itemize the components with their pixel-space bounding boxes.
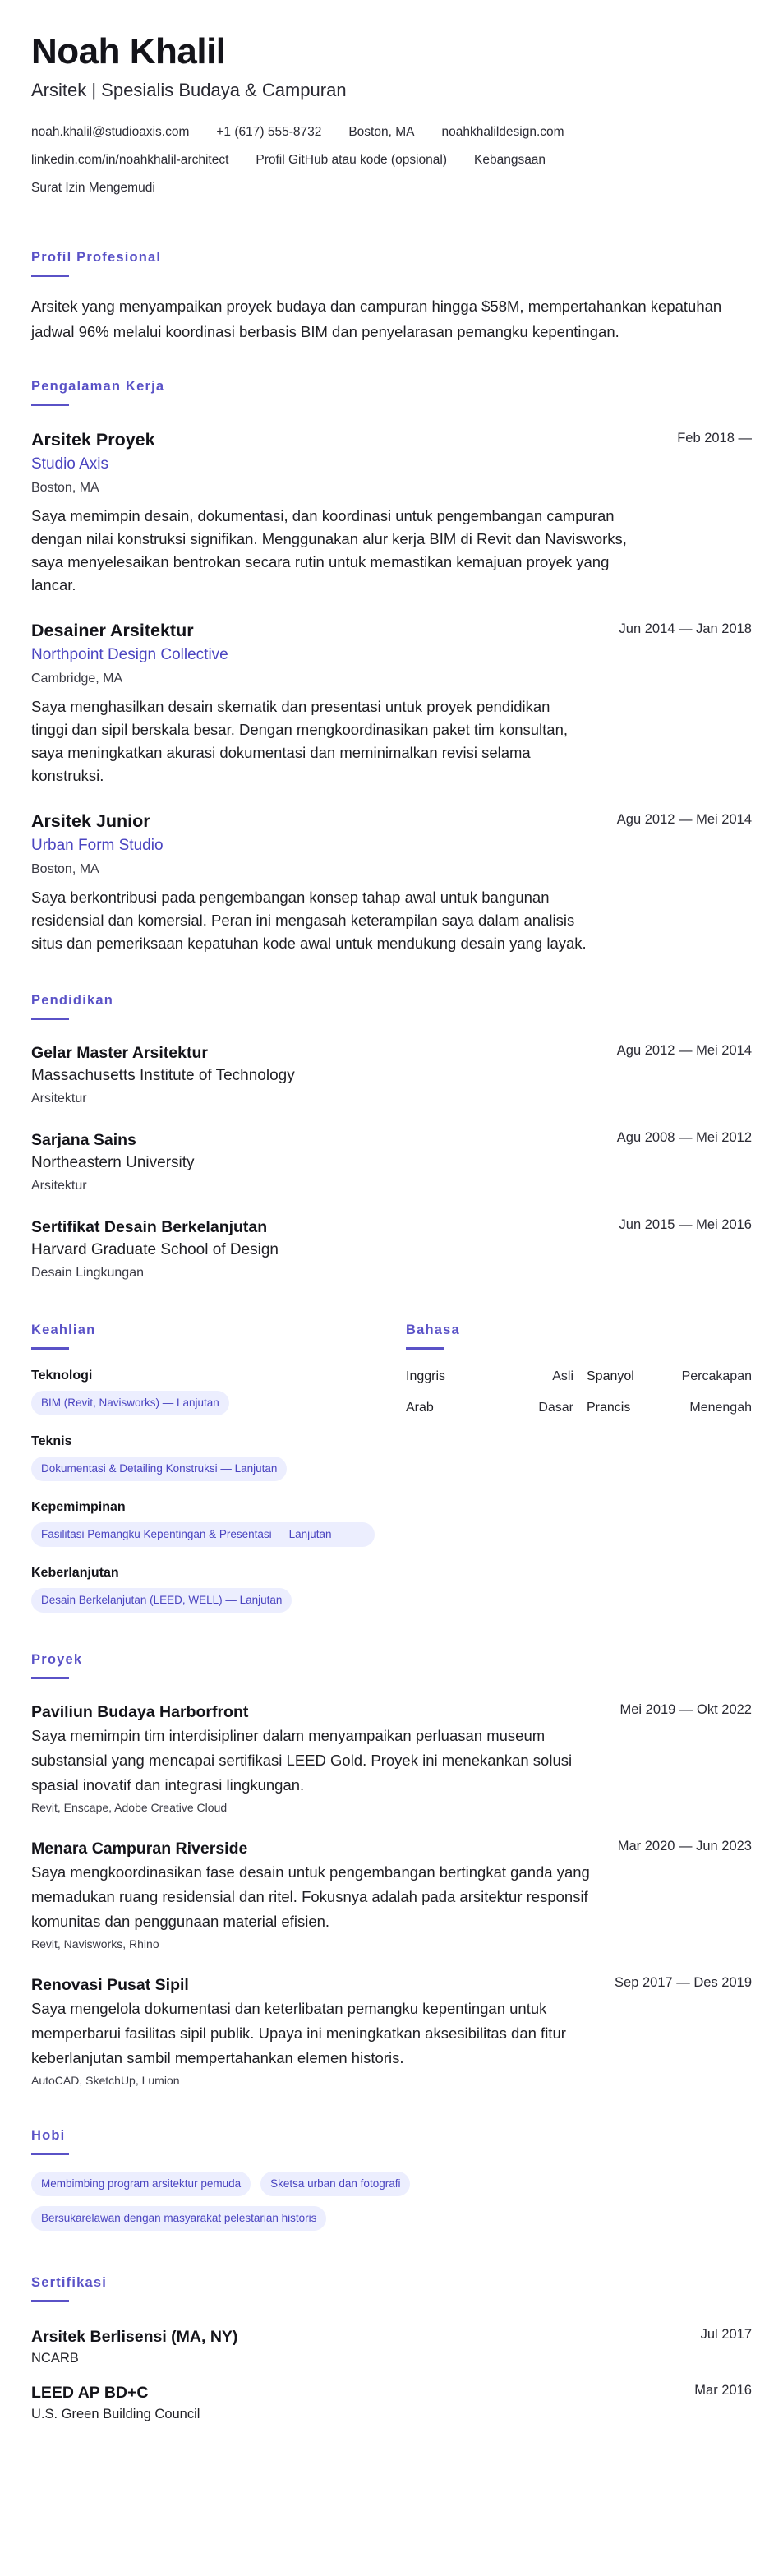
project-date: Sep 2017 — Des 2019: [615, 1975, 752, 1990]
contact-location: Boston, MA: [348, 125, 415, 139]
language-level: Asli: [552, 1369, 573, 1383]
certification-name: Arsitek Berlisensi (MA, NY): [31, 2328, 238, 2346]
job-title: Arsitek Junior: [31, 811, 150, 831]
job-date: Agu 2012 — Mei 2014: [616, 812, 752, 827]
job-location: Boston, MA: [31, 862, 99, 876]
project-entry: [31, 1701, 752, 1817]
language-level: Dasar: [538, 1401, 573, 1415]
certifications-section: [31, 2274, 752, 2424]
skill-group: [31, 1563, 406, 1613]
education-entry: [31, 1041, 752, 1110]
section-title-certifications: Sertifikasi: [31, 2275, 108, 2290]
skill-group: [31, 1498, 406, 1547]
certification-entry: [31, 2381, 752, 2424]
candidate-name: Noah Khalil: [31, 31, 226, 72]
project-title: Paviliun Budaya Harborfront: [31, 1703, 249, 1721]
job-location: Boston, MA: [31, 481, 99, 495]
section-divider: [31, 2153, 69, 2155]
job-date: Jun 2014 — Jan 2018: [619, 621, 752, 636]
skills-section: [31, 1321, 406, 1613]
projects-section: [31, 1650, 752, 2090]
education-entry: [31, 1216, 752, 1285]
candidate-subtitle: Arsitek | Spesialis Budaya & Campuran: [31, 80, 347, 100]
contact-driving-license: Surat Izin Mengemudi: [31, 181, 155, 195]
language-name: Arab: [406, 1401, 434, 1415]
job-title: Arsitek Proyek: [31, 430, 155, 450]
hobby-list: [31, 2172, 541, 2241]
education-date: Agu 2012 — Mei 2014: [616, 1043, 752, 1058]
section-title-education: Pendidikan: [31, 993, 114, 1008]
section-divider: [31, 2300, 69, 2302]
profile-text: Arsitek yang menyampaikan proyek budaya dan campuran hingga $58M, mempertahankan kepatuhan jadwal 96% melalui koordinasi berbasis BIM dan penyelarasan pemangku kepentingan.: [31, 298, 722, 340]
skill-chip: BIM (Revit, Navisworks) — Lanjutan: [31, 1391, 229, 1415]
language-name: Spanyol: [587, 1369, 634, 1383]
skill-group: [31, 1432, 406, 1481]
language-name: Inggris: [406, 1369, 446, 1383]
section-title-languages: Bahasa: [406, 1323, 460, 1337]
project-date: Mei 2019 — Okt 2022: [619, 1702, 752, 1717]
contact-phone[interactable]: +1 (617) 555-8732: [216, 125, 322, 139]
job-description: Saya berkontribusi pada pengembangan konsep tahap awal untuk bangunan residensial dan komersial. Peran ini mengasah keterampilan saya dalam analisis situs dan pemeriksaan kepatuhan kode awal untuk mendukung desain yang layak.: [31, 889, 587, 952]
project-entry: [31, 1974, 752, 2090]
job-entry: [31, 809, 752, 955]
education-field: Arsitektur: [31, 1092, 87, 1106]
skill-category: Teknis: [31, 1434, 72, 1448]
section-divider: [406, 1347, 444, 1350]
project-description: Saya mengelola dokumentasi dan keterlibatan pemangku kepentingan untuk memperbarui fasilitas sipil publik. Upaya ini meningkatkan aksesibilitas dan fitur keberlanjutan sambil mempertahankan elemen historis.: [31, 2000, 566, 2066]
contact-github[interactable]: Profil GitHub atau kode (opsional): [256, 153, 447, 167]
education-section: [31, 991, 752, 1285]
skill-category: Keberlanjutan: [31, 1566, 119, 1580]
language-level: Menengah: [689, 1401, 752, 1415]
education-entry: [31, 1129, 752, 1198]
education-school: Harvard Graduate School of Design: [31, 1241, 279, 1258]
job-title: Desainer Arsitektur: [31, 621, 194, 640]
education-school: Northeastern University: [31, 1154, 195, 1171]
job-description: Saya memimpin desain, dokumentasi, dan koordinasi untuk pengembangan campuran dengan nilai konstruksi signifikan. Menggunakan alur kerja BIM di Revit dan Navisworks, saya menyelesaikan bentrokan secara rutin untuk memastikan kemajuan proyek yang lancar.: [31, 507, 627, 593]
section-divider: [31, 1347, 69, 1350]
section-title-experience: Pengalaman Kerja: [31, 379, 165, 394]
certification-name: LEED AP BD+C: [31, 2384, 149, 2402]
job-location: Cambridge, MA: [31, 672, 123, 686]
project-description: Saya mengkoordinasikan fase desain untuk pengembangan bertingkat ganda yang memadukan ruang residensial dan ritel. Fokusnya adalah pada arsitektur responsif komunitas dan penggunaan material efisien.: [31, 1863, 590, 1930]
contact-linkedin[interactable]: linkedin.com/in/noahkhalil-architect: [31, 153, 229, 167]
job-date: Feb 2018 —: [677, 431, 752, 445]
skill-category: Kepemimpinan: [31, 1500, 126, 1514]
languages-section: [406, 1321, 752, 1613]
section-divider: [31, 1677, 69, 1679]
skill-chip: Desain Berkelanjutan (LEED, WELL) — Lanjutan: [31, 1588, 292, 1613]
education-date: Agu 2008 — Mei 2012: [616, 1130, 752, 1145]
contact-email[interactable]: noah.khalil@studioaxis.com: [31, 125, 190, 139]
job-entry: [31, 427, 752, 597]
certification-date: Mar 2016: [694, 2383, 752, 2398]
hobby-chip: Membimbing program arsitektur pemuda: [31, 2172, 251, 2196]
section-title-hobbies: Hobi: [31, 2128, 66, 2143]
section-title-profile: Profil Profesional: [31, 250, 162, 265]
education-degree: Sertifikat Desain Berkelanjutan: [31, 1218, 268, 1236]
job-entry: [31, 618, 752, 787]
job-company: Urban Form Studio: [31, 837, 164, 854]
contact-website[interactable]: noahkhalildesign.com: [441, 125, 564, 139]
project-entry: [31, 1837, 752, 1954]
certification-issuer: NCARB: [31, 2351, 79, 2366]
skills-languages-row: [31, 1321, 752, 1613]
skill-category: Teknologi: [31, 1369, 93, 1383]
skill-chip: Dokumentasi & Detailing Konstruksi — Lanjutan: [31, 1457, 287, 1481]
section-divider: [31, 275, 69, 277]
project-title: Renovasi Pusat Sipil: [31, 1976, 189, 1994]
certification-issuer: U.S. Green Building Council: [31, 2407, 200, 2421]
skill-group: [31, 1366, 406, 1415]
project-title: Menara Campuran Riverside: [31, 1840, 248, 1858]
skill-chip: Fasilitasi Pemangku Kepentingan & Presentasi — Lanjutan: [31, 1522, 375, 1547]
contact-nationality: Kebangsaan: [474, 153, 546, 167]
job-company: Northpoint Design Collective: [31, 646, 228, 663]
certification-entry: [31, 2325, 752, 2368]
education-date: Jun 2015 — Mei 2016: [619, 1217, 752, 1232]
project-tools: Revit, Enscape, Adobe Creative Cloud: [31, 1801, 228, 1814]
header: [31, 31, 752, 202]
education-degree: Sarjana Sains: [31, 1131, 136, 1149]
education-field: Desain Lingkungan: [31, 1266, 144, 1280]
hobby-chip: Bersukarelawan dengan masyarakat pelestarian historis: [31, 2206, 326, 2231]
language-name: Prancis: [587, 1401, 631, 1415]
job-company: Studio Axis: [31, 455, 108, 473]
profile-section: [31, 248, 752, 344]
section-title-projects: Proyek: [31, 1652, 83, 1667]
contact-list: [31, 118, 689, 202]
education-school: Massachusetts Institute of Technology: [31, 1067, 295, 1084]
experience-section: [31, 377, 752, 955]
certification-date: Jul 2017: [700, 2327, 752, 2342]
section-divider: [31, 1018, 69, 1020]
language-level: Percakapan: [681, 1369, 752, 1383]
section-divider: [31, 404, 69, 406]
education-field: Arsitektur: [31, 1179, 87, 1193]
language-list: [406, 1366, 752, 1419]
project-date: Mar 2020 — Jun 2023: [617, 1839, 752, 1854]
hobbies-section: [31, 2126, 752, 2241]
section-title-skills: Keahlian: [31, 1323, 96, 1337]
project-tools: Revit, Navisworks, Rhino: [31, 1937, 159, 1950]
education-degree: Gelar Master Arsitektur: [31, 1044, 208, 1062]
job-description: Saya menghasilkan desain skematik dan presentasi untuk proyek pendidikan tinggi dan sipil berskala besar. Dengan mengkoordinasikan paket tim konsultan, saya meningkatkan akurasi dokumentasi dan meminimalkan revisi selama konstruksi.: [31, 698, 569, 784]
project-tools: AutoCAD, SketchUp, Lumion: [31, 2074, 180, 2087]
hobby-chip: Sketsa urban dan fotografi: [260, 2172, 410, 2196]
project-description: Saya memimpin tim interdisipliner dalam menyampaikan perluasan museum substansial yang mencapai sertifikasi LEED Gold. Proyek ini menekankan solusi spasial inovatif dan integrasi lingkungan.: [31, 1727, 573, 1794]
